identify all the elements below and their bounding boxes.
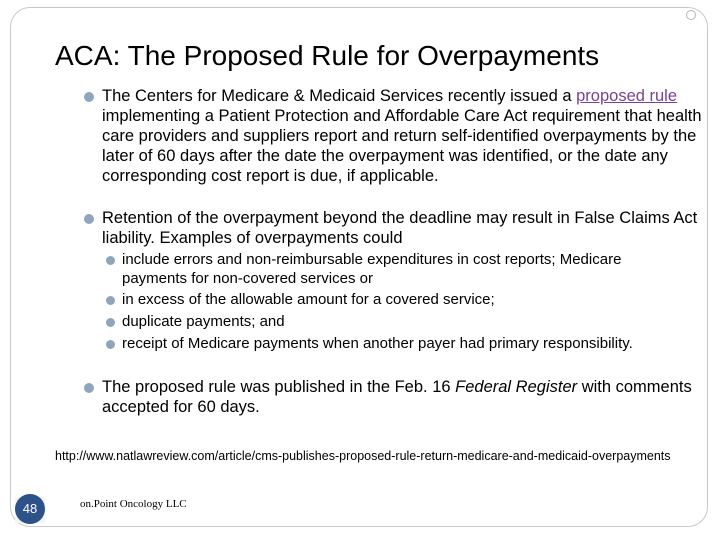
corner-circle-decoration: [686, 10, 696, 20]
sub-bullet-errors: include errors and non-reimbursable expenditures in cost reports; Medicare payments for non-covered services or: [122, 250, 682, 288]
bullet-retention: Retention of the overpayment beyond the deadline may result in False Claims Act liability. Examples of overpayments could: [102, 208, 702, 248]
slide-title: ACA: The Proposed Rule for Overpayments: [55, 40, 600, 71]
bullet-dot-icon: [106, 340, 115, 349]
bullet-dot-icon: [106, 296, 115, 305]
sub-bullet-receipt: receipt of Medicare payments when another payer had primary responsibility.: [122, 334, 682, 353]
bullet-published: The proposed rule was published in the Feb. 16 Federal Register with comments accepted for 60 days.: [102, 377, 702, 417]
bullet-dot-icon: [106, 318, 115, 327]
page-number-badge: 48: [15, 494, 45, 524]
source-url[interactable]: http://www.natlawreview.com/article/cms-publishes-proposed-rule-return-medicare-and-medicaid-overpayments: [55, 449, 671, 463]
footer-company: on.Point Oncology LLC: [80, 498, 187, 510]
bullet-dot-icon: [84, 92, 94, 102]
bullet-dot-icon: [84, 214, 94, 224]
bullet-dot-icon: [106, 256, 115, 265]
proposed-rule-link[interactable]: proposed rule: [576, 87, 678, 105]
bullet-dot-icon: [84, 383, 94, 393]
bullet-cms-rule: The Centers for Medicare & Medicaid Services recently issued a proposed rule implementing a Patient Protection and Affordable Care Act requirement that health care providers and suppliers report and return self-identified overpayments by the later of 60 days after the date the overpayment was identified, or the date any corresponding cost report is due, if applicable.: [102, 86, 702, 186]
sub-bullet-duplicate: duplicate payments; and: [122, 312, 682, 331]
sub-bullet-excess: in excess of the allowable amount for a covered service;: [122, 290, 682, 309]
